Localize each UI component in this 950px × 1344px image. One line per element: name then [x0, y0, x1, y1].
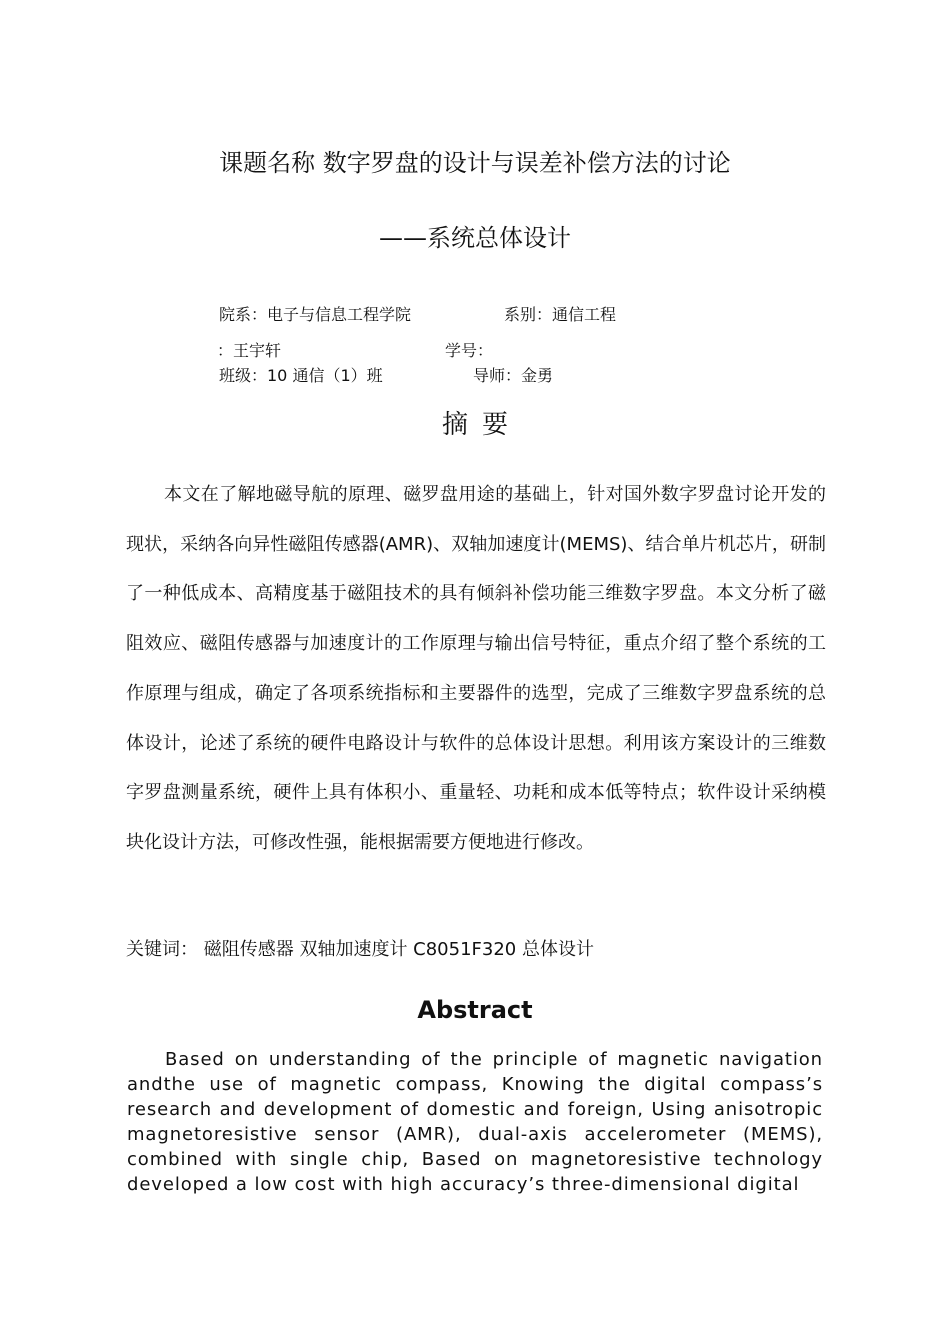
info-advisor: 导师：金勇	[473, 366, 554, 385]
document-subtitle: ——系统总体设计	[379, 224, 571, 252]
info-name: ：王宇轩	[217, 341, 282, 360]
abstract-cn-heading: 摘要	[441, 410, 522, 440]
abstract-cn-paragraph: 本文在了解地磁导航的原理、磁罗盘用途的基础上，针对国外数字罗盘讨论开发的现状，采纳各向异性磁阻传感器(AMR)、双轴加速度计(MEMS)、结合单片机芯片，研制了一种低成本、高精度基于磁阻技术的具有倾斜补偿功能三维数字罗盘。本文分析了磁阻效应、磁阻传感器与加速度计的工作原理与输出信号特征，重点介绍了整个系统的工作原理与组成，确定了各项系统指标和主要器件的选型，完成了三维数字罗盘系统的总体设计，论述了系统的硬件电路设计与软件的总体设计思想。利用该方案设计的三维数字罗盘测量系统，硬件上具有体积小、重量轻、功耗和成本低等特点；软件设计采纳模块化设计方法，可修改性强，能根据需要方便地进行修改。	[126, 484, 826, 853]
keywords: 关键词： 磁阻传感器 双轴加速度计 C8051F320 总体设计	[126, 939, 594, 960]
abstract-cn-body	[126, 470, 826, 868]
abstract-en-heading: Abstract	[417, 996, 533, 1024]
info-department: 院系：电子与信息工程学院	[219, 305, 412, 324]
info-class: 班级：10 通信（1）班	[219, 366, 383, 385]
document-title: 课题名称 数字罗盘的设计与误差补偿方法的讨论	[219, 149, 731, 177]
abstract-en-paragraph: Based on understanding of the principle of magnetic navigation andthe use of magnetic compass, Knowing the digital compass’s research and development of domestic and foreign, Using anisotropic magnetoresistive sensor (AMR), dual-axis accelerometer (MEMS), combined with single chip, Based on magnetoresistive technology developed a low cost with high accuracy’s three-dimensional digital	[127, 1049, 823, 1195]
info-student-id: 学号：	[445, 341, 494, 360]
abstract-en-body	[127, 1047, 823, 1197]
info-major: 系别：通信工程	[504, 305, 617, 324]
